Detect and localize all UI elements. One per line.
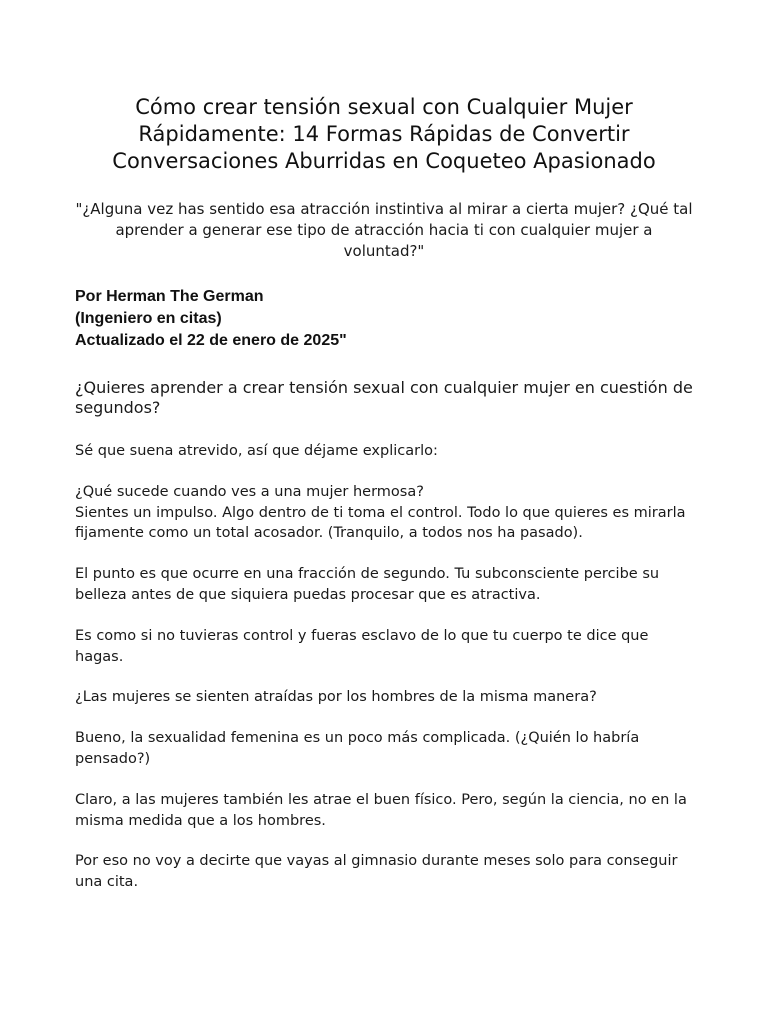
lead-paragraph: ¿Quieres aprender a crear tensión sexual con cualquier mujer en cuestión de segundos? [75, 378, 693, 417]
document-page [75, 94, 693, 893]
paragraph: El punto es que ocurre en una fracción de segundo. Tu subconsciente percibe su belleza antes de que siquiera puedas procesar que es atractiva. [75, 566, 660, 603]
paragraph: Por eso no voy a decirte que vayas al gimnasio durante meses solo para conseguir una cita. [75, 853, 678, 891]
paragraph: Es como si no tuvieras control y fueras esclavo de lo que tu cuerpo te dice que hagas. [75, 627, 649, 665]
intro-quote: "¿Alguna vez has sentido esa atracción instintiva al mirar a cierta mujer? ¿Qué tal aprender a generar ese tipo de atracción hacia ti con cualquier mujer a voluntad?" [75, 200, 693, 260]
byline-author: Por Herman The German [75, 288, 264, 305]
byline-updated: Actualizado el 22 de enero de 2025" [75, 332, 347, 349]
byline [75, 286, 693, 352]
paragraph-line: ¿Qué sucede cuando ves a una mujer hermosa? [75, 483, 424, 500]
paragraph: Claro, a las mujeres también les atrae el buen físico. Pero, según la ciencia, no en la misma medida que a los hombres. [75, 791, 687, 829]
document-title: Cómo crear tensión sexual con Cualquier Mujer Rápidamente: 14 Formas Rápidas de Convertir Conversaciones Aburridas en Coqueteo Apasionado [112, 95, 656, 173]
paragraph: Sé que suena atrevido, así que déjame explicarlo: [75, 443, 438, 459]
paragraph: ¿Las mujeres se sienten atraídas por los hombres de la misma manera? [75, 689, 597, 706]
paragraph [75, 482, 693, 544]
paragraph-line: Sientes un impulso. Algo dentro de ti toma el control. Todo lo que quieres es mirarla fijamente como un total acosador. (Tranquilo, a todos nos ha pasado). [75, 504, 686, 542]
paragraph: Bueno, la sexualidad femenina es un poco más complicada. (¿Quién lo habría pensado?) [75, 730, 640, 767]
byline-role: (Ingeniero en citas) [75, 310, 222, 327]
